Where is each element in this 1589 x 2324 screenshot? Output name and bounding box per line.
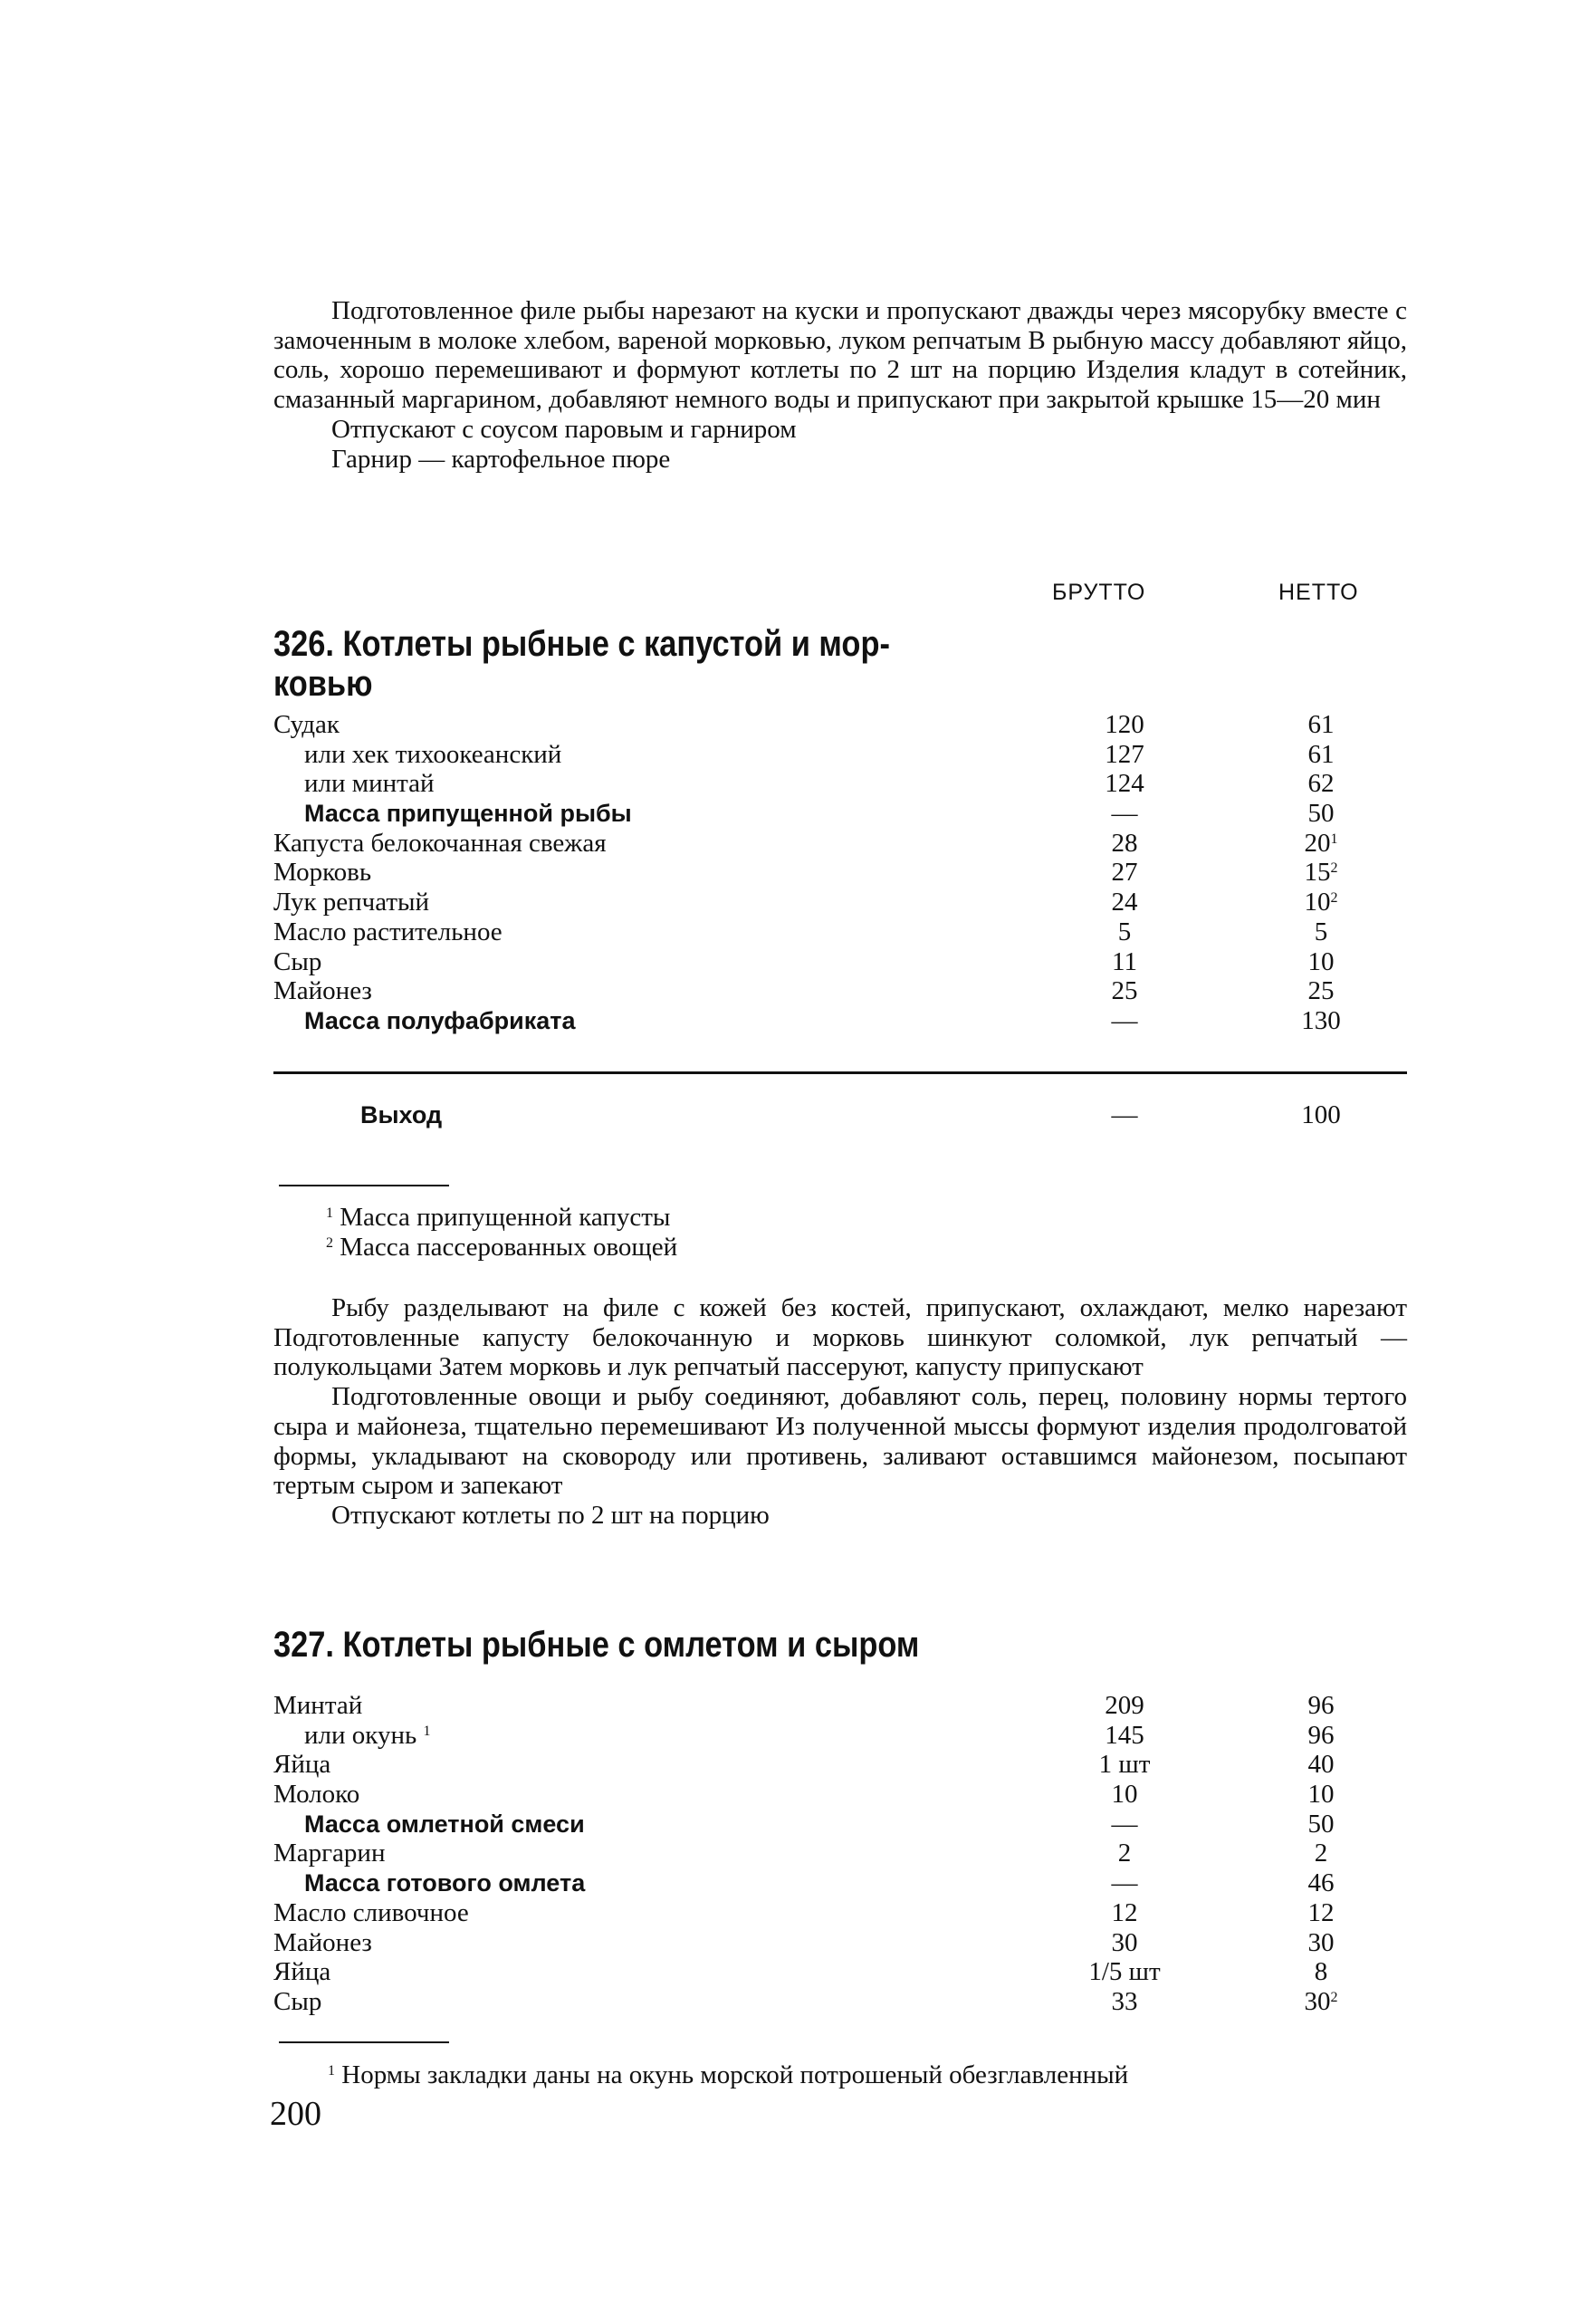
footnote-divider xyxy=(279,2041,449,2043)
gross-value: 30 xyxy=(1111,1927,1138,1957)
ingredient-name: Майонез xyxy=(273,1927,372,1957)
ingredient-name: Майонез xyxy=(273,976,372,1006)
table-row xyxy=(273,976,1407,1006)
net-value: 61 xyxy=(1307,710,1335,739)
ingredient-name: Морковь xyxy=(273,858,372,888)
gross-value: — xyxy=(1111,1005,1138,1035)
net-value xyxy=(1267,829,1375,859)
table-row xyxy=(273,769,1407,799)
column-header-gross: БРУТТО xyxy=(1052,580,1146,605)
gross-value: 28 xyxy=(1111,828,1138,858)
table-row xyxy=(273,1100,1407,1130)
table-row xyxy=(273,1928,1407,1958)
footnote-mark: 2 xyxy=(1330,1989,1338,2005)
net-number: 10 xyxy=(1304,888,1331,917)
gross-value: — xyxy=(1111,1809,1138,1839)
footnote-mark: 2 xyxy=(1330,860,1338,877)
gross-value: 209 xyxy=(1105,1691,1144,1720)
table-row xyxy=(273,1810,1407,1839)
ingredient-name: Маргарин xyxy=(273,1839,386,1868)
gross-value: 1 шт xyxy=(1098,1750,1151,1780)
net-number: 30 xyxy=(1304,1986,1331,2016)
gross-value: 1/5 шт xyxy=(1088,1957,1161,1987)
footnote-text: Масса пассерованных овощей xyxy=(340,1233,678,1262)
ingredient-name: Судак xyxy=(273,710,340,739)
net-number: 15 xyxy=(1304,858,1331,888)
recipe-326-ingredients-table xyxy=(273,710,1407,1036)
footnote-mark: 2 xyxy=(1330,890,1338,907)
ingredient-name: или хек тихоокеанский xyxy=(304,739,562,769)
paragraph: Подготовленные овощи и рыбу соединяют, добавляют соль, перец, половину нормы тертого сыра и майонеза, тщательно перемешивают Из полученной мыссы формуют изделия продолговатой формы, укладывают на сковороду или противень, заливают оставшимся майонезом, посыпают тертым сыром и запекают xyxy=(273,1382,1407,1501)
table-row xyxy=(273,858,1407,888)
ingredient-name: Яйца xyxy=(273,1957,331,1987)
recipe-327-ingredients-table xyxy=(273,1691,1407,2017)
footnote xyxy=(328,2060,1128,2090)
gross-value: 127 xyxy=(1105,739,1144,769)
table-divider xyxy=(273,1071,1407,1074)
net-value: 96 xyxy=(1307,1720,1335,1750)
net-value: 12 xyxy=(1307,1897,1335,1927)
table-row xyxy=(273,1839,1407,1868)
gross-value: 27 xyxy=(1111,858,1138,888)
net-value: 62 xyxy=(1307,769,1335,799)
gross-value: 2 xyxy=(1117,1839,1132,1868)
net-value xyxy=(1267,888,1375,917)
footnote xyxy=(326,1233,677,1263)
ingredient-name: Масса полуфабриката xyxy=(304,1006,576,1034)
footnote-mark: 1 xyxy=(326,1205,333,1221)
net-value: 50 xyxy=(1307,799,1335,829)
ingredient-name: или минтай xyxy=(304,769,435,799)
recipe-327-title: 327. Котлеты рыбные с омлетом и сыром xyxy=(273,1625,920,1665)
recipe-326-instructions xyxy=(273,1293,1407,1531)
net-value xyxy=(1267,858,1375,888)
gross-value: 24 xyxy=(1111,888,1138,917)
gross-value: 10 xyxy=(1111,1780,1138,1810)
table-row xyxy=(273,740,1407,770)
net-value: 130 xyxy=(1301,1005,1341,1035)
table-row xyxy=(273,710,1407,740)
ingredient-name: Капуста белокочанная свежая xyxy=(273,828,607,858)
table-row xyxy=(273,1868,1407,1898)
net-value: 2 xyxy=(1314,1839,1328,1868)
gross-value: 145 xyxy=(1105,1720,1144,1750)
gross-value: 124 xyxy=(1105,769,1144,799)
table-row xyxy=(273,888,1407,917)
table-row xyxy=(273,1780,1407,1810)
table-row xyxy=(273,829,1407,859)
table-row xyxy=(273,1691,1407,1721)
ingredient-name: Масса омлетной смеси xyxy=(304,1810,585,1838)
page-number: 200 xyxy=(270,2095,321,2133)
net-value: 50 xyxy=(1307,1809,1335,1839)
column-header-net: НЕТТО xyxy=(1278,580,1359,605)
table-row xyxy=(273,947,1407,977)
intro-text xyxy=(273,296,1407,474)
net-value: 96 xyxy=(1307,1691,1335,1720)
gross-value: 12 xyxy=(1111,1897,1138,1927)
gross-value: — xyxy=(1111,799,1138,829)
footnote-divider xyxy=(279,1185,449,1186)
gross-value: 11 xyxy=(1112,946,1137,976)
net-value xyxy=(1267,1987,1375,2017)
ingredient-name: Масло растительное xyxy=(273,917,503,946)
ingredient-name: Масло сливочное xyxy=(273,1897,469,1927)
table-row xyxy=(273,799,1407,829)
net-value: 100 xyxy=(1301,1100,1341,1129)
gross-value: 120 xyxy=(1105,710,1144,739)
footnote-mark: 1 xyxy=(1330,831,1338,847)
table-row xyxy=(273,1721,1407,1751)
ingredient-name: Лук репчатый xyxy=(273,888,430,917)
ingredient-name: Яйца xyxy=(273,1750,331,1780)
paragraph: Отпускают с соусом паровым и гарниром xyxy=(331,414,797,444)
net-value: 25 xyxy=(1307,976,1335,1006)
footnote-text: Нормы закладки даны на окунь морской потрошеный обезглавленный xyxy=(341,2060,1129,2089)
table-row xyxy=(273,1006,1407,1036)
recipe-326-title-line2: ковью xyxy=(273,664,373,704)
gross-value: 33 xyxy=(1111,1986,1138,2016)
footnote-mark: 1 xyxy=(328,2063,335,2079)
gross-value: — xyxy=(1111,1100,1138,1129)
net-value: 40 xyxy=(1307,1750,1335,1780)
ingredient-name xyxy=(304,1721,430,1751)
ingredient-name: Сыр xyxy=(273,946,322,976)
recipe-326-title xyxy=(273,624,974,704)
table-row xyxy=(273,1898,1407,1928)
footnote-text: Масса припущенной капусты xyxy=(340,1203,671,1232)
table-row xyxy=(273,1957,1407,1987)
yield-label: Выход xyxy=(360,1101,443,1128)
net-value: 61 xyxy=(1307,739,1335,769)
ingredient-name: Масса припущенной рыбы xyxy=(304,800,632,828)
footnote-mark: 1 xyxy=(423,1723,431,1739)
table-row xyxy=(273,1750,1407,1780)
footnote xyxy=(326,1203,670,1233)
recipe-326-yield xyxy=(273,1100,1407,1130)
ingredient-name: Молоко xyxy=(273,1780,360,1810)
paragraph: Подготовленное филе рыбы нарезают на куски и пропускают дважды через мясорубку вместе с замоченным в молоке хлебом, вареной морковью, луком репчатым В рыбную массу добавляют яйцо, соль, хорошо перемешивают и формуют котлеты по 2 шт на порцию Изделия кладут в сотейник, смазанный маргарином, добавляют немного воды и припускают при закрытой крышке 15—20 мин xyxy=(273,296,1407,415)
paragraph: Рыбу разделывают на филе с кожей без костей, припускают, охлаждают, мелко нарезают Подготовленные капусту белокочанную и морковь шинкуют соломкой, лук репчатый — полукольцами Затем морковь и лук репчатый пассеруют, капусту припускают xyxy=(273,1293,1407,1382)
net-value: 10 xyxy=(1307,946,1335,976)
recipe-326-title-line1: 326. Котлеты рыбные с капустой и мор- xyxy=(273,624,890,664)
net-value: 10 xyxy=(1307,1780,1335,1810)
gross-value: — xyxy=(1111,1868,1138,1898)
net-value: 30 xyxy=(1307,1927,1335,1957)
ingredient-name: Масса готового омлета xyxy=(304,1869,586,1897)
net-value: 8 xyxy=(1314,1957,1328,1987)
net-value: 5 xyxy=(1314,917,1328,946)
gross-value: 5 xyxy=(1117,917,1132,946)
footnote-mark: 2 xyxy=(326,1235,333,1251)
table-row xyxy=(273,1987,1407,2017)
paragraph: Отпускают котлеты по 2 шт на порцию xyxy=(331,1500,770,1530)
gross-value: 25 xyxy=(1111,976,1138,1006)
paragraph: Гарнир — картофельное пюре xyxy=(331,444,671,474)
net-number: 20 xyxy=(1304,828,1331,858)
net-value: 46 xyxy=(1307,1868,1335,1898)
ingredient-name: Минтай xyxy=(273,1691,363,1720)
table-row xyxy=(273,917,1407,947)
ingredient-text: или окунь xyxy=(304,1720,417,1750)
ingredient-name: Сыр xyxy=(273,1986,322,2016)
